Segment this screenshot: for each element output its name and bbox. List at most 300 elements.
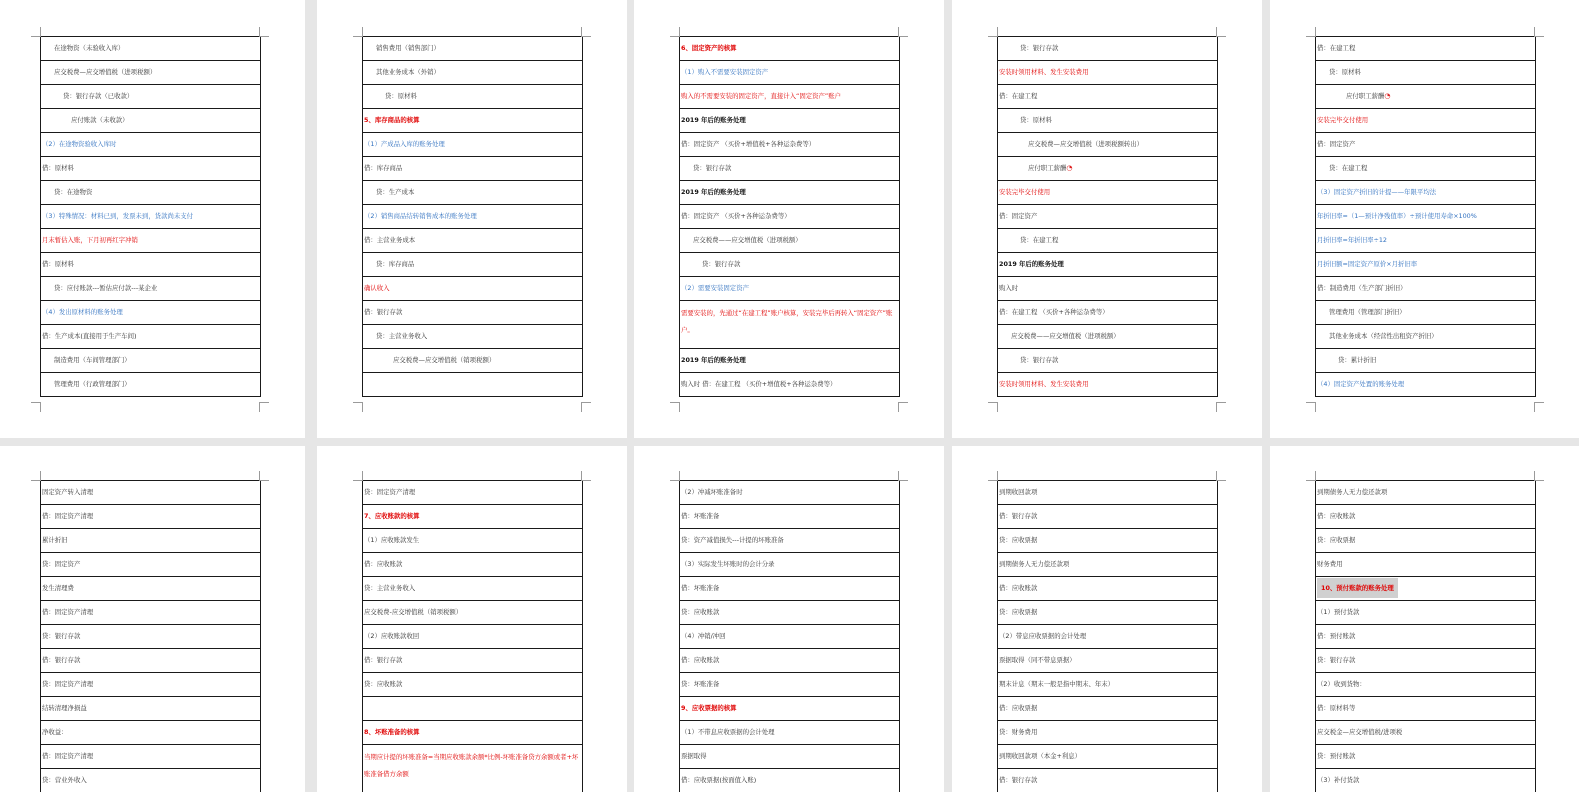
crop-mark <box>1216 402 1226 412</box>
row-text: 贷：应收票据 <box>1317 536 1356 544</box>
table-row <box>680 649 899 673</box>
table-row <box>998 625 1217 649</box>
row-text: 月折旧额=固定资产原价×月折旧率 <box>1317 260 1418 268</box>
crop-mark <box>1306 471 1316 481</box>
crop-mark <box>898 471 908 481</box>
row-text: 贷：主营业务收入 <box>364 584 416 592</box>
row-text: 安装完毕交付使用 <box>1317 116 1369 124</box>
table-row <box>680 253 899 277</box>
table-row <box>680 109 899 133</box>
row-text: 借：固定资产 <box>1317 140 1356 148</box>
row-text: 借：应收票据 <box>999 704 1038 712</box>
table-row <box>363 37 582 61</box>
crop-mark <box>259 402 269 412</box>
row-text: 借：银行存款 <box>364 656 403 664</box>
row-text: 应交税费——应交增值税（进项税额） <box>693 236 802 244</box>
crop-mark <box>353 27 363 37</box>
crop-mark <box>988 402 998 412</box>
table-row <box>998 601 1217 625</box>
table-row <box>680 133 899 157</box>
row-text: 借：固定资产 （买价+各种运杂费等） <box>681 212 791 220</box>
row-text: 借：银行存款 <box>42 656 81 664</box>
table-row <box>363 157 582 181</box>
row-text: 贷：银行存款 <box>42 632 81 640</box>
table-row <box>998 349 1217 373</box>
table-row <box>998 157 1217 181</box>
table-row <box>363 529 582 553</box>
table-row <box>680 61 899 85</box>
table-row <box>680 301 899 349</box>
table-row <box>1316 505 1535 529</box>
table-row <box>1316 697 1535 721</box>
row-text: 购入时 <box>999 284 1019 292</box>
row-text: 借：在建工程 （买价+各种运杂费等） <box>999 308 1109 316</box>
table-row <box>680 553 899 577</box>
table-row <box>998 745 1217 769</box>
page-table <box>997 36 1218 397</box>
table-row <box>41 745 260 769</box>
table-row <box>41 325 260 349</box>
table-row <box>680 625 899 649</box>
row-text: 借：应收账款 <box>681 656 720 664</box>
row-text: 2019 年后的账务处理 <box>999 260 1064 268</box>
row-text: 贷：营业外收入 <box>42 776 87 784</box>
table-row <box>41 181 260 205</box>
row-text: 借：库存商品 <box>364 164 403 172</box>
table-row <box>998 133 1217 157</box>
row-text: 贷：财务费用 <box>999 728 1038 736</box>
row-text: 安装时领用材料、发生安装费用 <box>999 380 1089 388</box>
table-row <box>680 349 899 373</box>
row-text: 购入的不需要安装的固定资产，直接计入“固定资产”账户 <box>681 92 841 100</box>
table-row <box>680 697 899 721</box>
table-row <box>41 529 260 553</box>
table-row <box>41 553 260 577</box>
row-text: 贷：应收账款 <box>681 608 720 616</box>
table-row <box>1316 649 1535 673</box>
row-text: 2019 年后的账务处理 <box>681 116 746 124</box>
row-text: （4）固定资产处置的账务处理 <box>1317 380 1405 388</box>
table-row <box>41 301 260 325</box>
table-row <box>363 133 582 157</box>
row-text: 借：主营业务成本 <box>364 236 416 244</box>
table-row <box>1316 625 1535 649</box>
row-text: 贷：固定资产清理 <box>42 680 94 688</box>
row-text: 应交税费——应交增值税（进项税额） <box>1011 332 1120 340</box>
table-row <box>1316 673 1535 697</box>
crop-mark <box>31 402 41 412</box>
row-text: 销售费用（销售部门） <box>376 44 440 52</box>
row-text: 借：原材料 <box>42 260 74 268</box>
table-row <box>363 373 582 397</box>
table-row <box>41 205 260 229</box>
row-text: 6、固定资产的核算 <box>681 44 737 52</box>
row-text: 借：银行存款 <box>999 512 1038 520</box>
row-text: 借：固定资产 （买价+增值税+各种运杂费等） <box>681 140 816 148</box>
row-text: 贷：原材料 <box>385 92 417 100</box>
table-row <box>998 61 1217 85</box>
document-page-6 <box>0 446 305 792</box>
table-row <box>680 373 899 397</box>
row-text: 借：坏账准备 <box>681 512 720 520</box>
table-row <box>998 721 1217 745</box>
crop-mark <box>670 27 680 37</box>
crop-mark <box>1534 27 1544 37</box>
crop-mark <box>581 27 591 37</box>
table-row <box>41 505 260 529</box>
row-text: 贷：预付账款 <box>1317 752 1356 760</box>
table-row <box>363 109 582 133</box>
table-row <box>363 649 582 673</box>
row-text: （3）特殊情况：材料已到，发票未到，货款尚未支付 <box>42 212 194 220</box>
document-page-7 <box>317 446 627 792</box>
page-table <box>362 36 583 397</box>
row-text: 结转清理净损益 <box>42 704 87 712</box>
comment-marker-icon[interactable]: ◔ <box>1066 164 1073 172</box>
row-text: 管理费用（管理部门折旧） <box>1329 308 1406 316</box>
table-row <box>363 625 582 649</box>
document-page-1 <box>0 0 305 438</box>
row-text: 贷：生产成本 <box>376 188 415 196</box>
row-text: 贷：固定资产 <box>42 560 81 568</box>
row-text: （2）收到货物： <box>1317 680 1366 688</box>
page-table <box>679 480 900 792</box>
table-row <box>363 85 582 109</box>
row-text: 5、库存商品的核算 <box>364 116 420 124</box>
table-row <box>1316 133 1535 157</box>
crop-mark <box>259 27 269 37</box>
table-row <box>1316 373 1535 397</box>
row-text: 借：应收票据(按面值入账) <box>681 776 757 784</box>
row-text: 安装完毕交付使用 <box>999 188 1051 196</box>
row-text: 贷：原材料 <box>1020 116 1052 124</box>
row-text: 贷：在建工程 <box>1329 164 1368 172</box>
row-text: 7、应收账款的核算 <box>364 512 420 520</box>
table-row <box>998 505 1217 529</box>
table-row <box>41 481 260 505</box>
table-row <box>1316 529 1535 553</box>
table-row <box>1316 721 1535 745</box>
row-text: 应交税费-应交增值税（销项税额） <box>364 608 463 616</box>
row-text: 应付职工薪酬 <box>1346 92 1385 100</box>
table-row <box>41 85 260 109</box>
row-text: （3）固定资产折旧的计提——年限平均法 <box>1317 188 1437 196</box>
table-row <box>1316 85 1535 109</box>
row-text: 借：银行存款 <box>364 308 403 316</box>
table-row <box>1316 181 1535 205</box>
table-row <box>680 745 899 769</box>
row-text: （2）带息应收票据的会计处理 <box>999 632 1087 640</box>
row-text: 购入时 借：在建工程 （买价+增值税+各种运杂费等） <box>681 380 837 388</box>
row-text: （4）发出原材料的账务处理 <box>42 308 123 316</box>
table-row <box>998 85 1217 109</box>
page-table <box>362 480 583 792</box>
row-text: 8、坏账准备的核算 <box>364 728 420 736</box>
row-text: 应付账款（未收款） <box>71 116 129 124</box>
table-row <box>998 673 1217 697</box>
table-row <box>1316 601 1535 625</box>
row-text: 9、应收票据的核算 <box>681 704 737 712</box>
table-row <box>1316 109 1535 133</box>
row-text: 借：在建工程 <box>999 92 1038 100</box>
table-row <box>998 373 1217 397</box>
crop-mark <box>581 471 591 481</box>
table-row <box>1316 577 1535 601</box>
row-text: 贷：固定资产清理 <box>364 488 416 496</box>
crop-mark <box>988 27 998 37</box>
row-text: （4）冲销/冲回 <box>681 632 726 640</box>
table-row <box>363 229 582 253</box>
row-text: （3）补付货款 <box>1317 776 1360 784</box>
crop-mark <box>1534 402 1544 412</box>
table-row <box>41 721 260 745</box>
page-table <box>1315 480 1536 792</box>
table-row <box>41 37 260 61</box>
comment-marker-icon[interactable]: ◔ <box>1384 92 1391 100</box>
table-row <box>1316 253 1535 277</box>
table-row <box>998 325 1217 349</box>
document-page-9 <box>952 446 1262 792</box>
table-row <box>1316 349 1535 373</box>
table-row <box>41 625 260 649</box>
table-row <box>1316 481 1535 505</box>
table-row <box>998 205 1217 229</box>
row-text: 到期债务人无力偿还款项 <box>999 560 1070 568</box>
table-row <box>998 697 1217 721</box>
table-row <box>363 745 582 792</box>
table-row <box>363 181 582 205</box>
table-row <box>1316 229 1535 253</box>
row-text: 借：预付账款 <box>1317 632 1356 640</box>
row-text: 借：银行存款 <box>999 776 1038 784</box>
table-row <box>1316 325 1535 349</box>
table-row <box>41 349 260 373</box>
row-text: 应交税费—应交增值税（进项税额转出） <box>1028 140 1144 148</box>
table-row <box>41 277 260 301</box>
row-text: （1）产成品入库的账务处理 <box>364 140 445 148</box>
crop-mark <box>898 402 908 412</box>
table-row <box>41 649 260 673</box>
table-row <box>680 601 899 625</box>
row-text: 贷：在建工程 <box>1020 236 1059 244</box>
row-text: 借：固定资产清理 <box>42 608 94 616</box>
table-row <box>363 277 582 301</box>
table-row <box>680 229 899 253</box>
row-text: 借：坏账准备 <box>681 584 720 592</box>
row-text: 贷：银行存款（已收款） <box>63 92 134 100</box>
row-text: 10、预付账款的账务处理 <box>1317 578 1398 598</box>
row-text: （2）销售商品结转销售成本的账务处理 <box>364 212 477 220</box>
row-text: 发生清理费 <box>42 584 74 592</box>
row-text: 贷：应付账款---暂估应付款---某企业 <box>54 284 158 292</box>
row-text: 其他业务成本（外销） <box>376 68 440 76</box>
table-row <box>998 769 1217 792</box>
row-text: 贷：银行存款 <box>1020 44 1059 52</box>
row-text: 期末计息（期末一般是指中期末、年末） <box>999 680 1115 688</box>
row-text: 贷：主营业务收入 <box>376 332 428 340</box>
row-text: 固定资产转入清理 <box>42 488 94 496</box>
row-text: 贷：应收票据 <box>999 608 1038 616</box>
row-text: 借：原材料 <box>42 164 74 172</box>
table-row <box>998 181 1217 205</box>
document-page-3 <box>634 0 944 438</box>
table-row <box>363 61 582 85</box>
row-text: 当期应计提的坏账准备=当期应收账款余额*比例-坏账准备贷方余额或者+坏账准备借方余额 <box>364 753 579 778</box>
row-text: （2）在途物资验收入库时 <box>42 140 117 148</box>
table-row <box>680 181 899 205</box>
table-row <box>363 301 582 325</box>
page-table <box>997 480 1218 792</box>
row-text: 贷：坏账准备 <box>681 680 720 688</box>
table-row <box>41 133 260 157</box>
row-text: 管理费用（行政管理部门） <box>54 380 131 388</box>
crop-mark <box>1306 27 1316 37</box>
table-row <box>1316 61 1535 85</box>
row-text: （2）冲减坏账准备时 <box>681 488 743 496</box>
row-text: 借：固定资产清理 <box>42 752 94 760</box>
row-text: 借：应收账款 <box>364 560 403 568</box>
table-row <box>363 481 582 505</box>
crop-mark <box>31 27 41 37</box>
table-row <box>998 529 1217 553</box>
row-text: 借：原材料等 <box>1317 704 1356 712</box>
row-text: 贷：银行存款 <box>1020 356 1059 364</box>
crop-mark <box>670 471 680 481</box>
row-text: 2019 年后的账务处理 <box>681 188 746 196</box>
crop-mark <box>581 402 591 412</box>
table-row <box>680 481 899 505</box>
row-text: 其他业务成本（经营性出租资产折旧） <box>1329 332 1438 340</box>
row-text: 贷：银行存款 <box>702 260 741 268</box>
table-row <box>998 301 1217 325</box>
row-text: 贷：库存商品 <box>376 260 415 268</box>
table-row <box>1316 205 1535 229</box>
crop-mark <box>1306 402 1316 412</box>
document-page-8 <box>634 446 944 792</box>
table-row <box>363 205 582 229</box>
row-text: 贷：在途物资 <box>54 188 93 196</box>
table-row <box>680 721 899 745</box>
row-text: （1）购入不需要安装固定资产 <box>681 68 769 76</box>
crop-mark <box>1216 27 1226 37</box>
row-text: 到期收回款项（本金+利息） <box>999 752 1082 760</box>
table-row <box>998 37 1217 61</box>
table-row <box>680 577 899 601</box>
table-row <box>41 253 260 277</box>
page-table <box>40 36 261 397</box>
table-row <box>998 109 1217 133</box>
table-row <box>680 769 899 792</box>
document-page-10 <box>1270 446 1579 792</box>
row-text: （2）需要安装固定资产 <box>681 284 749 292</box>
table-row <box>998 481 1217 505</box>
table-row <box>1316 553 1535 577</box>
table-row <box>363 601 582 625</box>
table-row <box>41 229 260 253</box>
table-row <box>1316 769 1535 792</box>
crop-mark <box>1216 471 1226 481</box>
table-row <box>41 673 260 697</box>
row-text: （1）不带息应收票据的会计处理 <box>681 728 775 736</box>
table-row <box>363 253 582 277</box>
row-text: 借：应收账款 <box>1317 512 1356 520</box>
crop-mark <box>353 402 363 412</box>
table-row <box>1316 37 1535 61</box>
row-text: 贷：银行存款 <box>693 164 732 172</box>
row-text: 应交税费—应交增值税（进项税额） <box>54 68 157 76</box>
row-text: 票据取得 <box>681 752 707 760</box>
page-table <box>679 36 900 397</box>
table-row <box>363 553 582 577</box>
row-text: 贷：应收票据 <box>999 536 1038 544</box>
row-text: 贷：资产减值损失---计提的坏账准备 <box>681 536 784 544</box>
document-page-2 <box>317 0 627 438</box>
table-row <box>41 157 260 181</box>
table-row <box>998 229 1217 253</box>
row-text: 应交税金—应交增值税/进项税 <box>1317 728 1403 736</box>
row-text: 借：生产成本(直接用于生产车间) <box>42 332 137 340</box>
table-row <box>998 649 1217 673</box>
row-text: （1）预付货款 <box>1317 608 1360 616</box>
row-text: 财务费用 <box>1317 560 1343 568</box>
table-row <box>998 253 1217 277</box>
row-text: 净收益： <box>42 728 68 736</box>
row-text: 到期债务人无力偿还款项 <box>1317 488 1388 496</box>
table-row <box>41 61 260 85</box>
table-row <box>363 721 582 745</box>
row-text: 贷：银行存款 <box>1317 656 1356 664</box>
table-row <box>680 673 899 697</box>
crop-mark <box>670 402 680 412</box>
row-text: 月末暂估入账，下月初再红字冲销 <box>42 236 138 244</box>
crop-mark <box>259 471 269 481</box>
row-text: 到期收回款项 <box>999 488 1038 496</box>
page-table <box>40 480 261 792</box>
table-row <box>680 205 899 229</box>
row-text: 借：固定资产清理 <box>42 512 94 520</box>
document-page-4 <box>952 0 1262 438</box>
table-row <box>680 529 899 553</box>
row-text: 应交税费—应交增值税（销项税额） <box>393 356 496 364</box>
table-row <box>680 37 899 61</box>
row-text: 月折旧率=年折旧率÷12 <box>1317 236 1387 244</box>
crop-mark <box>353 471 363 481</box>
row-text: 借：制造费用（生产部门折旧） <box>1317 284 1407 292</box>
table-row <box>680 85 899 109</box>
table-row <box>363 577 582 601</box>
row-text: 借：固定资产 <box>999 212 1038 220</box>
table-row <box>998 553 1217 577</box>
row-text: 需要安装的，先通过“在建工程”账户核算，安装完毕后再转入“固定资产”账户。 <box>681 309 893 334</box>
table-row <box>41 577 260 601</box>
row-text: 安装时领用材料、发生安装费用 <box>999 68 1089 76</box>
table-row <box>41 373 260 397</box>
row-text: 制造费用（车间管理部门） <box>54 356 131 364</box>
table-row <box>680 157 899 181</box>
table-row <box>363 325 582 349</box>
crop-mark <box>988 471 998 481</box>
table-row <box>680 505 899 529</box>
row-text: （2）应收账款收回 <box>364 632 420 640</box>
page-table <box>1315 36 1536 397</box>
table-row <box>680 277 899 301</box>
row-text: 借：在建工程 <box>1317 44 1356 52</box>
row-text: 贷：累计折旧 <box>1338 356 1377 364</box>
table-row <box>41 109 260 133</box>
row-text: 在途物资（未验收入库） <box>54 44 125 52</box>
table-row <box>1316 277 1535 301</box>
row-text: 票据取得（同不带息票据） <box>999 656 1076 664</box>
